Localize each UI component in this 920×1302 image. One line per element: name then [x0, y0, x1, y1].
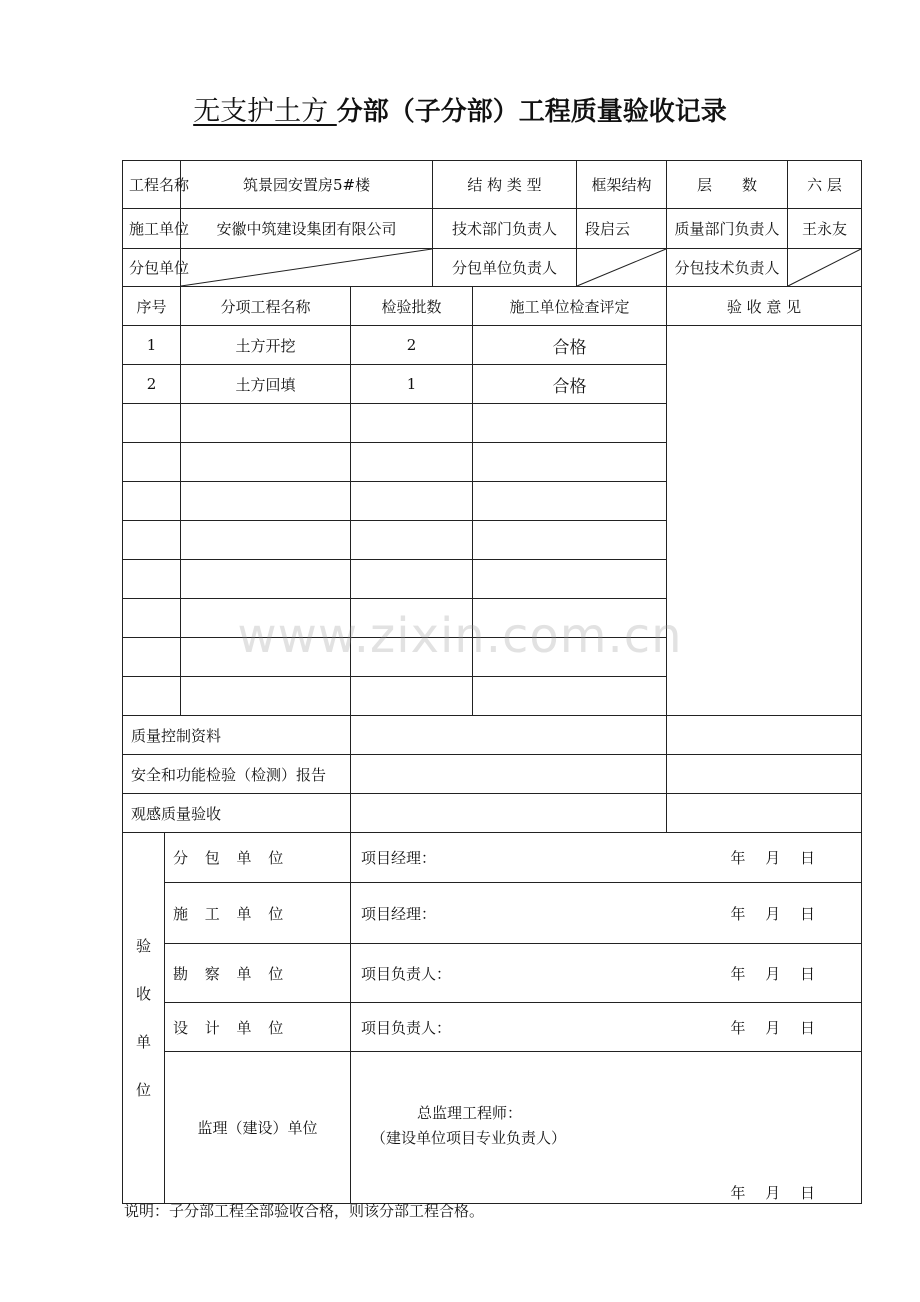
floors-value: 六 层 [788, 161, 862, 209]
sub-head-label: 分包单位负责人 [433, 249, 577, 287]
row-item-name: 土方开挖 [181, 326, 351, 365]
subcontractor-label: 分包单位 [123, 249, 181, 287]
structure-type-label: 结 构 类 型 [433, 161, 577, 209]
tech-head-value: 段启云 [577, 209, 667, 249]
contractor-date: 年 月 日 [730, 904, 816, 923]
footnote: 说明：子分部工程全部验收合格，则该分部工程合格。 [124, 1202, 485, 1220]
acceptance-group-label [123, 833, 165, 1204]
page-title [0, 92, 920, 132]
quality-docs-row [123, 716, 862, 755]
survey-sign-cell [351, 944, 862, 1003]
row-no: 2 [123, 365, 181, 404]
contractor-unit-label: 施 工 单 位 [165, 883, 351, 944]
structure-type-value: 框架结构 [577, 161, 667, 209]
survey-role: 项目负责人： [361, 964, 452, 983]
acceptance-record-table [122, 160, 862, 1204]
row-no: 1 [123, 326, 181, 365]
design-role: 项目负责人： [361, 1018, 452, 1037]
col-batch-count: 检验批数 [351, 287, 473, 326]
survey-date: 年 月 日 [730, 964, 816, 983]
col-item-name: 分项工程名称 [181, 287, 351, 326]
watermark: www.zixin.com.cn [237, 608, 683, 664]
col-no: 序号 [123, 287, 181, 326]
sub-tech-head-label: 分包技术负责人 [667, 249, 788, 287]
survey-unit-label: 勘 察 单 位 [165, 944, 351, 1003]
acceptance-subcontractor-row [123, 833, 862, 883]
supervision-date: 年 月 日 [730, 1184, 816, 1202]
column-header-row [123, 287, 862, 326]
supervision-sign-cell [351, 1052, 862, 1204]
row-batch-count: 1 [351, 365, 473, 404]
contractor-sign-cell [351, 883, 862, 944]
design-unit-label: 设 计 单 位 [165, 1003, 351, 1052]
quality-head-value: 王永友 [788, 209, 862, 249]
sub-tech-head-empty-slash [788, 249, 862, 287]
supervision-unit-label: 监理（建设）单位 [165, 1052, 351, 1204]
header-row-2 [123, 209, 862, 249]
subcontractor-date: 年 月 日 [730, 849, 816, 867]
title-main: 分部（子分部）工程质量验收记录 [336, 97, 727, 127]
supervision-role: 总监理工程师： [417, 1104, 523, 1122]
contractor-value: 安徽中筑建设集团有限公司 [181, 209, 433, 249]
subcontractor-role: 项目经理： [361, 849, 437, 867]
contractor-label: 施工单位 [123, 209, 181, 249]
acceptance-group-label-text: 验收单位 [135, 937, 151, 1099]
tech-head-label: 技术部门负责人 [433, 209, 577, 249]
contractor-role: 项目经理： [361, 904, 437, 923]
design-date: 年 月 日 [730, 1018, 816, 1037]
acceptance-supervision-row [123, 1052, 862, 1204]
row-item-name: 土方回填 [181, 365, 351, 404]
quality-docs-label: 质量控制资料 [123, 716, 351, 755]
acceptance-opinion-area [667, 326, 862, 716]
quality-head-label: 质量部门负责人 [667, 209, 788, 249]
subcontractor-sign-cell [351, 833, 862, 883]
acceptance-design-row [123, 1003, 862, 1052]
header-row-3 [123, 249, 862, 287]
header-row-1 [123, 161, 862, 209]
row-eval: 合格 [473, 365, 667, 404]
col-acceptance-opinion: 验 收 意 见 [667, 287, 862, 326]
row-batch-count: 2 [351, 326, 473, 365]
acceptance-contractor-row [123, 883, 862, 944]
table-row [123, 326, 862, 365]
subcontractor-empty-slash [181, 249, 433, 287]
title-division-name: 无支护土方 [193, 96, 337, 127]
sub-head-empty-slash [577, 249, 667, 287]
col-contractor-eval: 施工单位检查评定 [473, 287, 667, 326]
design-sign-cell [351, 1003, 862, 1052]
subcontractor-unit-label: 分 包 单 位 [165, 833, 351, 883]
acceptance-survey-row [123, 944, 862, 1003]
row-eval: 合格 [473, 326, 667, 365]
supervision-role-alt: （建设单位项目专业负责人） [371, 1129, 567, 1147]
project-name-label: 工程名称 [123, 161, 181, 209]
safety-report-label: 安全和功能检验（检测）报告 [123, 755, 351, 794]
appearance-label: 观感质量验收 [123, 794, 351, 833]
appearance-row [123, 794, 862, 833]
project-name-value: 筑景园安置房5#楼 [181, 161, 433, 209]
floors-label: 层 数 [667, 161, 788, 209]
safety-report-row [123, 755, 862, 794]
